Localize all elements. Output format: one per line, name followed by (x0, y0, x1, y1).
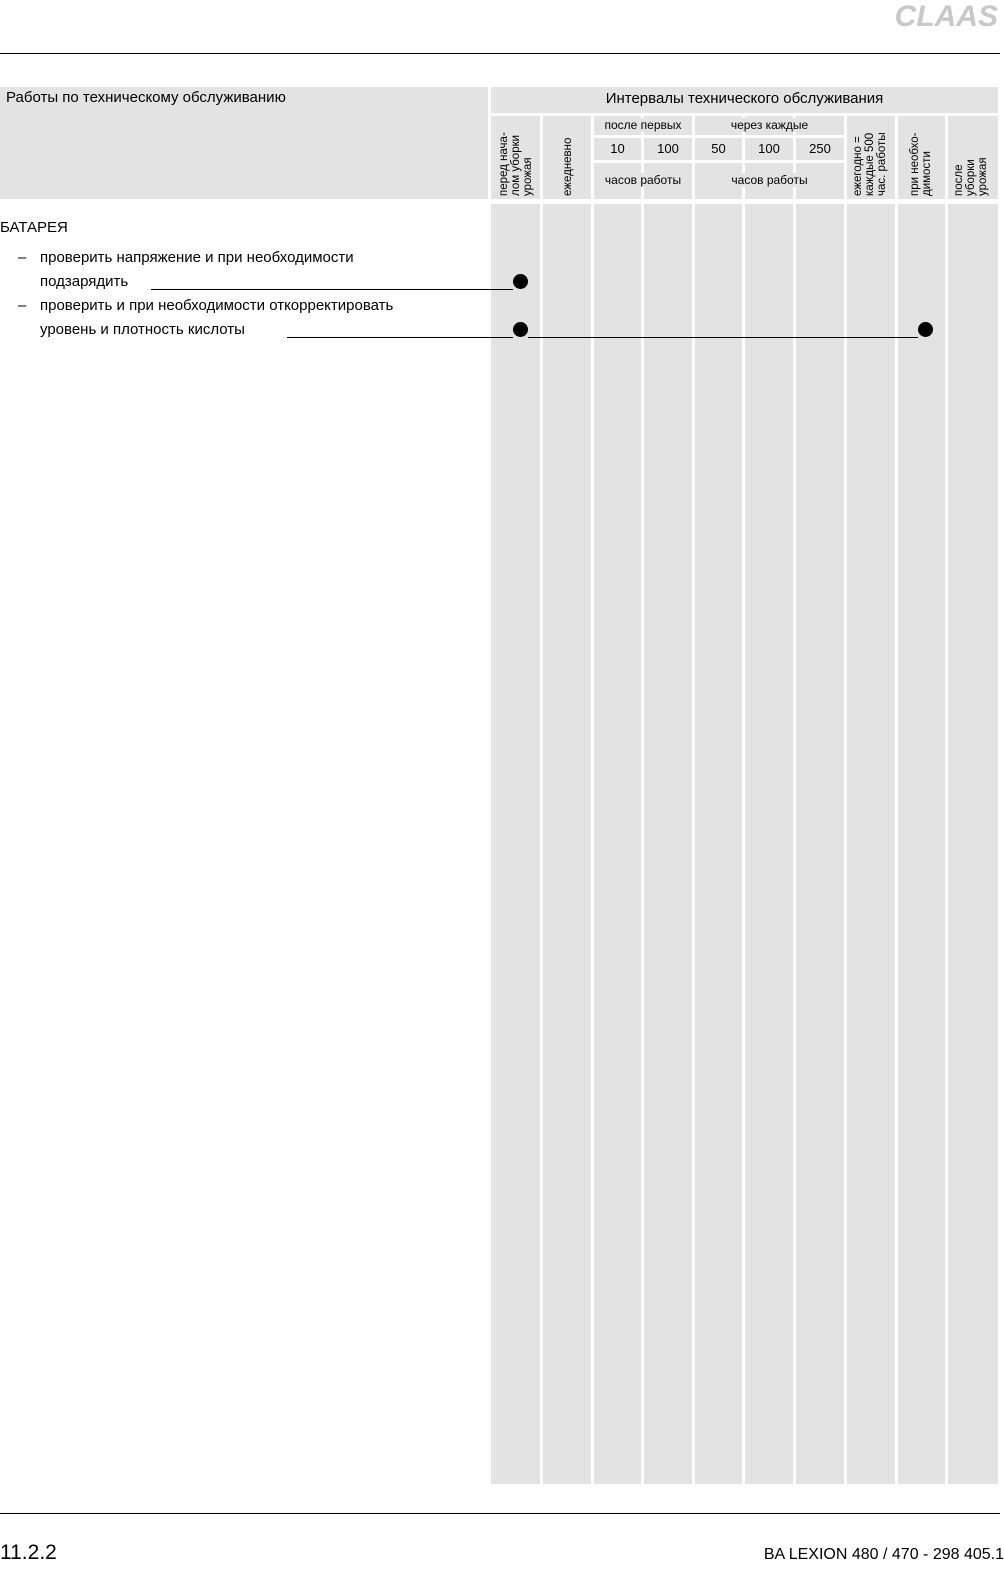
item-2-line1: проверить и при необходимости откорректировать (40, 297, 394, 314)
column-before-harvest (491, 116, 540, 1484)
item-1-line1: проверить напряжение и при необходимости (40, 249, 354, 266)
header-value-100b: 100 (745, 141, 793, 156)
header-value-10: 10 (594, 141, 641, 156)
column-after-harvest (948, 116, 998, 1484)
logo-text: CLAAS (894, 0, 998, 30)
header-as-needed: при необхо- димости (909, 132, 933, 196)
gap (695, 135, 844, 138)
header-after-harvest: после уборки урожая (953, 157, 989, 196)
column-every-250 (796, 116, 844, 1484)
page-number: 11.2.2 (0, 1541, 57, 1564)
gap (847, 199, 998, 204)
header-value-100: 100 (644, 141, 692, 156)
item-1-mark-before-harvest (513, 274, 528, 289)
column-every-100 (745, 116, 793, 1484)
section-title: БАТАРЕЯ (0, 219, 68, 236)
column-every-50 (695, 116, 742, 1484)
bottom-rule (0, 1513, 1000, 1514)
header-yearly: ежегодно = каждые 500 час. работы (852, 132, 888, 196)
item-dash: – (18, 297, 27, 314)
item-2-mark-as-needed (918, 322, 933, 337)
item-2-connector (528, 337, 918, 338)
header-before-harvest: перед нача- лом уборки урожая (498, 132, 534, 196)
item-dash: – (18, 249, 27, 266)
header-daily: ежедневно (562, 137, 574, 196)
item-1-line2: подзарядить (40, 273, 129, 290)
document-reference: BA LEXION 480 / 470 - 298 405.1 (763, 1546, 1004, 1563)
header-hours-right: часов работы (695, 173, 844, 187)
gap (695, 160, 844, 163)
gap (594, 160, 692, 163)
top-rule (0, 53, 1000, 54)
column-after-10 (594, 116, 641, 1484)
header-after-first: после первых (594, 118, 692, 132)
intervals-header-title: Интервалы технического обслуживания (491, 87, 998, 113)
header-every: через каждые (695, 118, 844, 132)
column-after-100 (644, 116, 692, 1484)
gap (695, 199, 844, 204)
works-header-title: Работы по техническому обслуживанию (6, 89, 286, 106)
column-as-needed (898, 116, 945, 1484)
column-daily (543, 116, 591, 1484)
item-2-mark-before-harvest (513, 322, 528, 337)
header-value-50: 50 (695, 141, 742, 156)
item-2-line2: уровень и плотность кислоты (40, 321, 245, 338)
claas-logo (850, 0, 1000, 30)
item-2-leader (287, 337, 513, 338)
header-hours-left: часов работы (594, 173, 692, 187)
column-yearly (847, 116, 895, 1484)
gap (491, 199, 591, 204)
item-1-leader (151, 289, 513, 290)
gap (594, 199, 692, 204)
header-value-250: 250 (796, 141, 844, 156)
